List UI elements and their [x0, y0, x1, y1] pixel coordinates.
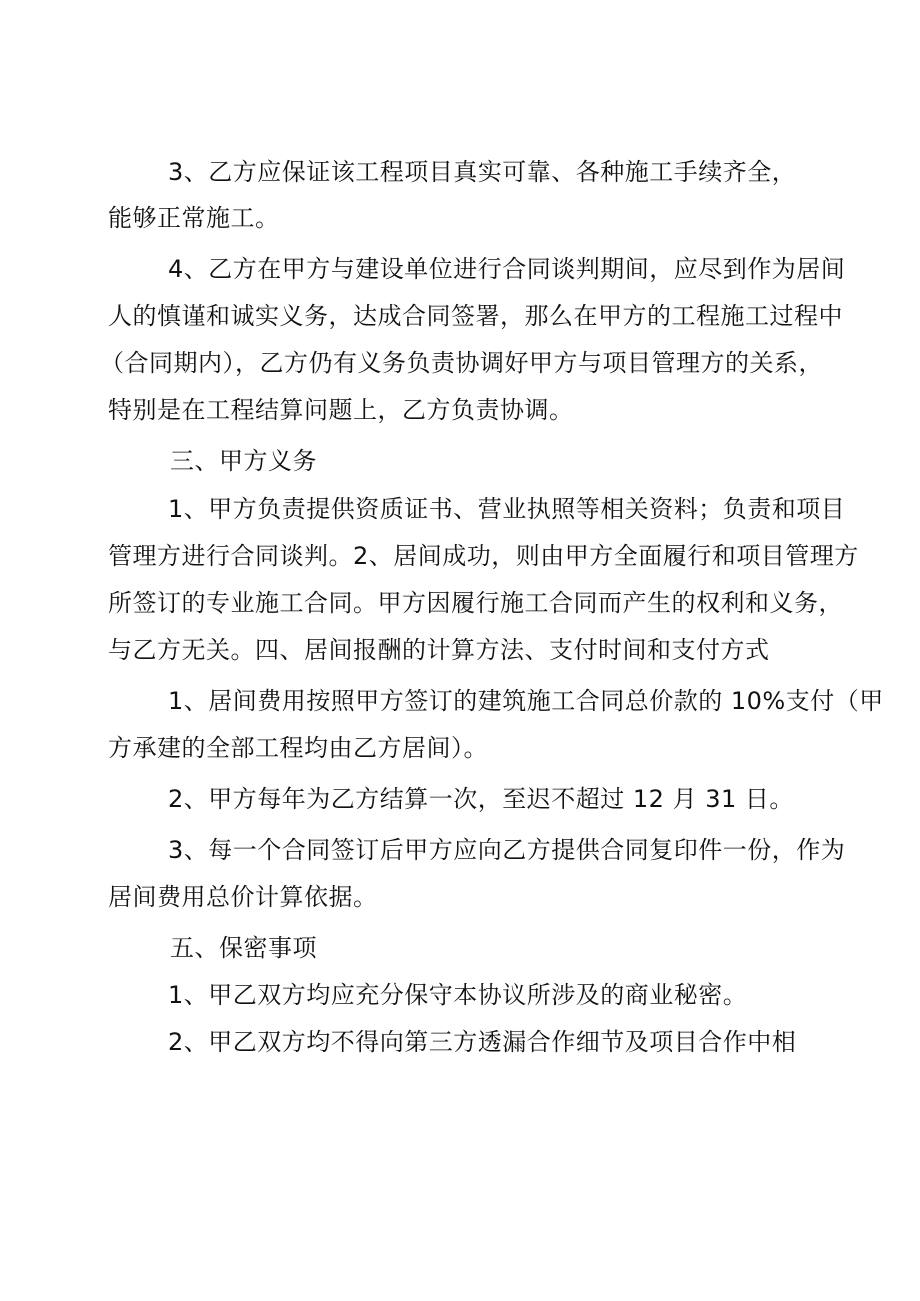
- duty-1-line-3: 所签订的专业施工合同。甲方因履行施工合同而产生的权利和义务，: [108, 589, 843, 617]
- secrecy-1-line: 1、甲乙双方均应充分保守本协议所涉及的商业秘密。: [168, 981, 748, 1009]
- fee-1-line-2: 方承建的全部工程均由乙方居间）。: [108, 734, 488, 762]
- paragraph-4-line-1: 4、乙方在甲方与建设单位进行合同谈判期间，应尽到作为居间: [168, 255, 846, 283]
- paragraph-4-line-4: 特别是在工程结算问题上，乙方负责协调。: [108, 396, 574, 424]
- section-heading-3: 三、甲方义务: [170, 447, 317, 475]
- paragraph-3-line-1: 3、乙方应保证该工程项目真实可靠、各种施工手续齐全，: [168, 158, 797, 186]
- duty-1-line-1: 1、甲方负责提供资质证书、营业执照等相关资料；负责和项目: [168, 495, 846, 523]
- fee-3-line-1: 3、每一个合同签订后甲方应向乙方提供合同复印件一份，作为: [168, 836, 846, 864]
- fee-2-line: 2、甲方每年为乙方结算一次，至迟不超过 12 月 31 日。: [168, 785, 794, 813]
- paragraph-4-line-2: 人的慎谨和诚实义务，达成合同签署，那么在甲方的工程施工过程中: [108, 302, 843, 330]
- section-heading-5: 五、保密事项: [170, 934, 317, 962]
- duty-1-line-4: 与乙方无关。四、居间报酬的计算方法、支付时间和支付方式: [108, 636, 770, 664]
- fee-3-line-2: 居间费用总价计算依据。: [108, 883, 378, 911]
- paragraph-3-line-2: 能够正常施工。: [108, 204, 280, 232]
- duty-1-line-2: 管理方进行合同谈判。2、居间成功，则由甲方全面履行和项目管理方: [108, 542, 859, 570]
- secrecy-2-line: 2、甲乙双方均不得向第三方透漏合作细节及项目合作中相: [168, 1028, 797, 1056]
- fee-1-line-1: 1、居间费用按照甲方签订的建筑施工合同总价款的 10%支付（甲: [168, 687, 884, 715]
- paragraph-4-line-3: （合同期内），乙方仍有义务负责协调好甲方与项目管理方的关系，: [100, 349, 823, 377]
